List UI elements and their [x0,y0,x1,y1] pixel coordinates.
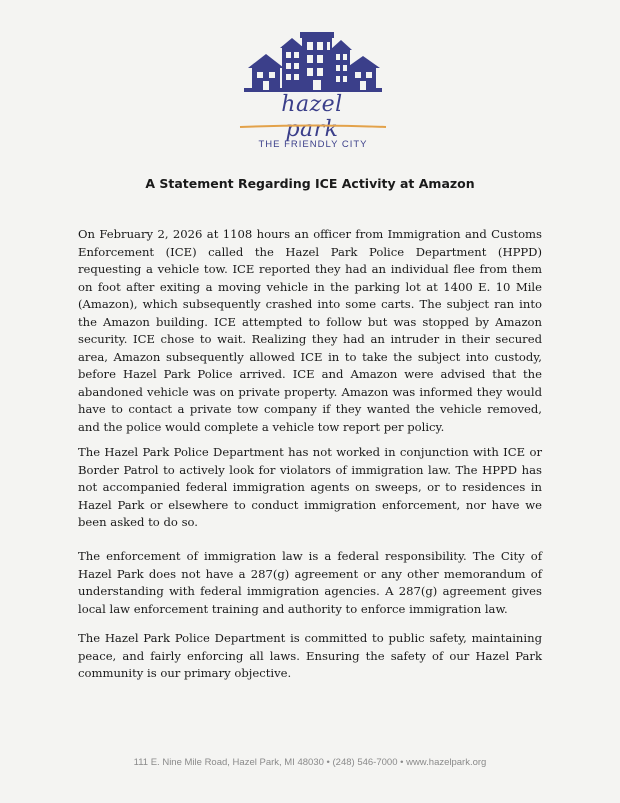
buildings-icon [238,30,388,100]
city-tagline: THE FRIENDLY CITY [258,139,368,150]
swash-underline-icon [238,124,388,130]
paragraph-commitment: The Hazel Park Police Department is committed to public safety, maintaining peace, and fairly enforcing all laws. Ensuring the safety of our Hazel Park community is our primary objective. [78,631,542,680]
city-wordmark: hazel park [281,92,343,142]
paragraph-incident: On February 2, 2026 at 1108 hours an officer from Immigration and Customs Enforcement (ICE) called the Hazel Park Police Department (HPPD) requesting a vehicle tow. ICE reported they had an individual flee from them on foot after exiting a moving vehicle in the parking lot at 1400 E. 10 Mile (Amazon), which subsequently crashed into some carts. The subject ran into the Amazon building. ICE attempted to follow but was stopped by Amazon security. ICE chose to wait. Realizing they had an intruder in their secured area, Amazon subsequently allowed ICE in to take the subject into custody, before Hazel Park Police arrived. ICE and Amazon were advised that the abandoned vehicle was on private property. Amazon was informed they would have to contact a private tow company if they wanted the vehicle removed, and the police would complete a vehicle tow report per policy. [78,227,542,434]
paragraph-federal-responsibility: The enforcement of immigration law is a federal responsibility. The City of Hazel Park does not have a 287(g) agreement or any other memorandum of understanding with federal immigration agencies. A 287(g) agreement gives local law enforcement training and authority to enforce immigration law. [78,549,542,616]
footer-contact: 111 E. Nine Mile Road, Hazel Park, MI 48030 • (248) 546-7000 • www.hazelpark.org [133,757,487,768]
page-title: A Statement Regarding ICE Activity at Amazon [145,176,475,191]
paragraph-no-cooperation: The Hazel Park Police Department has not worked in conjunction with ICE or Border Patrol to actively look for violators of immigration law. The HPPD has not accompanied federal immigration agents on sweeps, or to residences in Hazel Park or elsewhere to conduct immigration enforcement, nor have we been asked to do so. [78,445,542,529]
